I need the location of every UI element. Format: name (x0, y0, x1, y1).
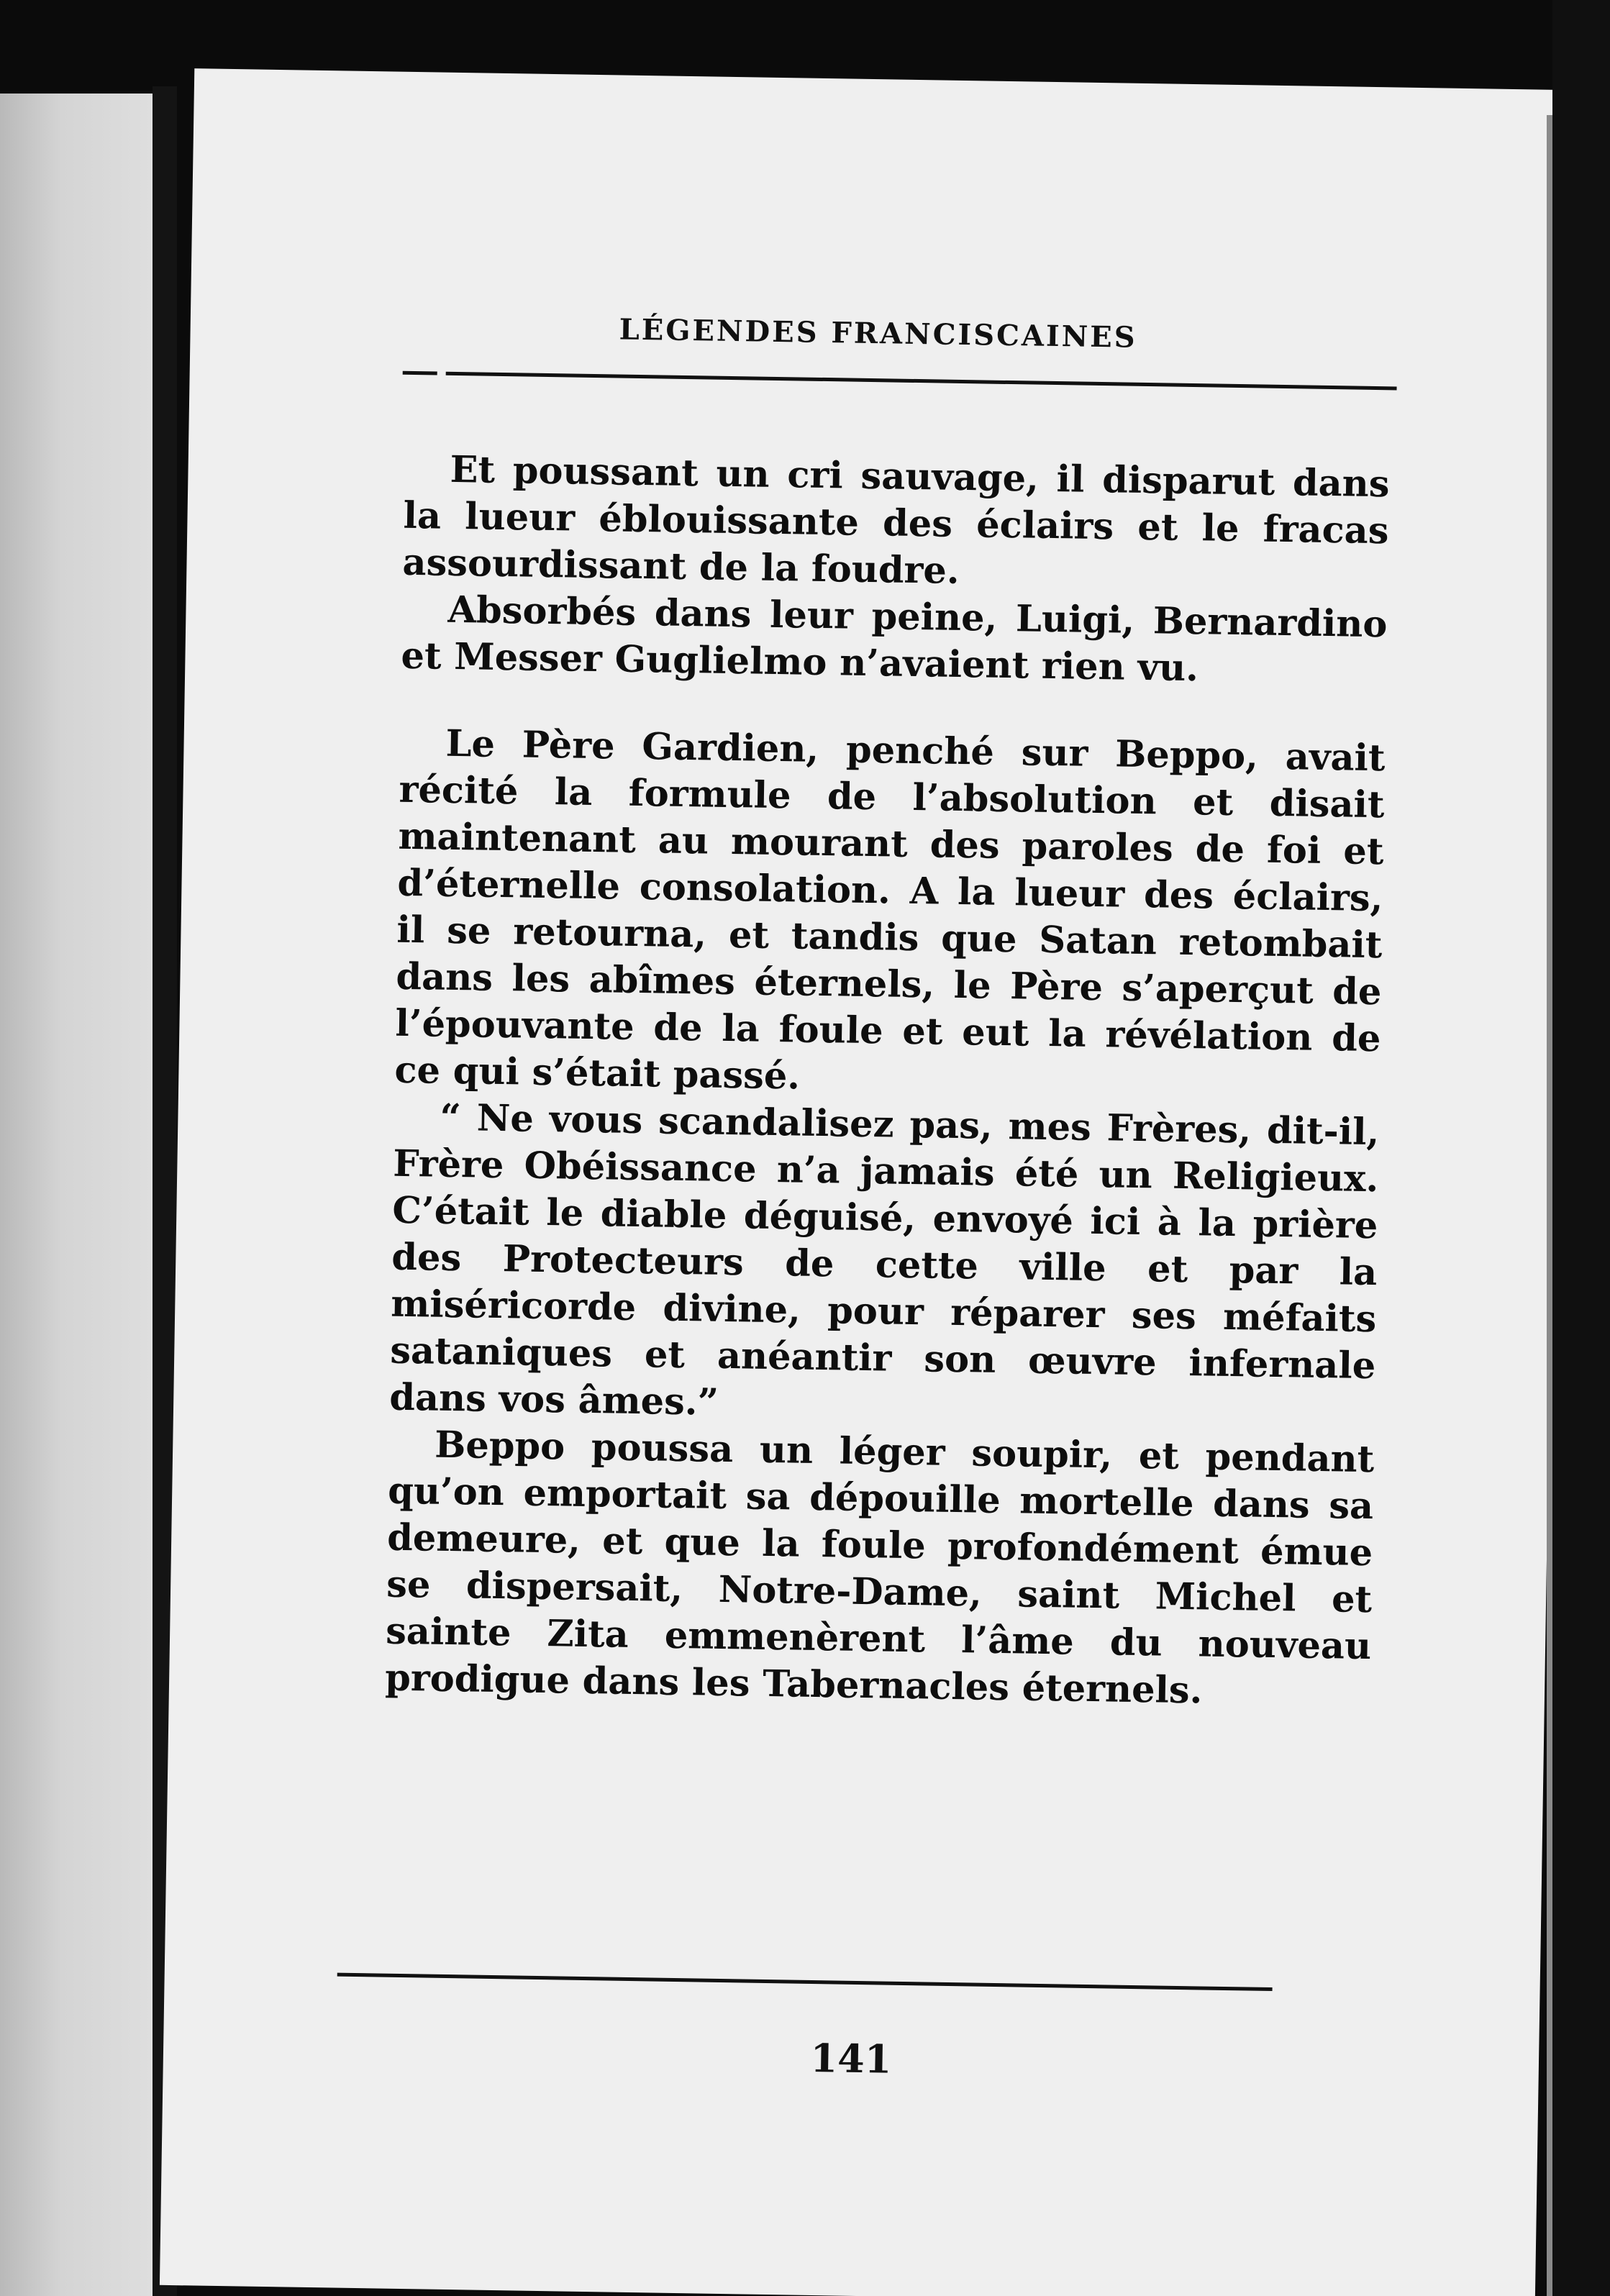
footer-rule (337, 1973, 1273, 1991)
page-number: 141 (810, 2034, 892, 2082)
page-sheet (160, 68, 1570, 2296)
paragraph: Et poussant un cri sauvage, il disparut dans la lueur éblouissante des éclairs et le fracas assourdissant de la foudre. (402, 447, 1390, 593)
facing-page-edge (0, 94, 153, 2296)
header-rule-left (403, 371, 437, 375)
paragraph: “ Ne vous scandalisez pas, mes Frères, dit-il, Frère Obéissance n’a jamais été un Religieux. C’était le diable déguisé, envoyé ici à la prière des Protecteurs de cette ville et par la miséricorde divine, pour réparer ses méfaits sataniques et anéantir son œuvre infernale dans vos âmes.” (388, 1095, 1380, 1424)
scan-border-right (1552, 0, 1610, 2296)
paragraph: Absorbés dans leur peine, Luigi, Bernardino et Messer Guglielmo n’avaient rien vu. (401, 588, 1388, 691)
body-text (385, 446, 1390, 1717)
running-head: LÉGENDES FRANCISCAINES (619, 312, 1137, 355)
header-rule (446, 372, 1397, 391)
paragraph: Beppo poussa un léger soupir, et pendant qu’on emportait sa dépouille mortelle dans sa demeure, et que la foule profondément émue se dispersait, Notre-Dame, saint Michel et sainte Zita emmenèrent l’âme du nouveau prodigue dans les Tabernacles éternels. (384, 1423, 1375, 1713)
paragraph: Le Père Gardien, penché sur Beppo, avait récité la formule de l’absolution et disait maintenant au mourant des paroles de foi et d’éternelle consolation. A la lueur des éclairs, il se retourna, et tandis que Satan retombait dans les abîmes éternels, le Père s’aperçut de l’épouvante de la foule et eut la révélation de ce qui s’était passé. (394, 721, 1386, 1098)
